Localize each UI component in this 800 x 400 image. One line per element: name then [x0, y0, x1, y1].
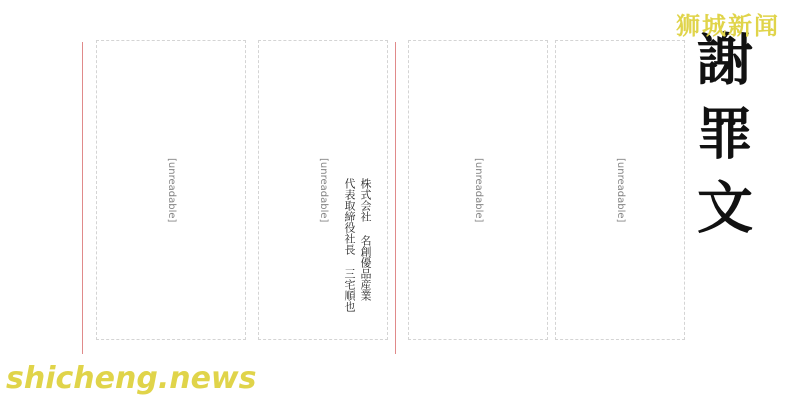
- body-paragraph-text: [unreadable]: [166, 157, 177, 223]
- body-paragraph: [408, 40, 548, 340]
- body-paragraph-text: [unreadable]: [473, 157, 484, 223]
- body-paragraph: [258, 40, 388, 340]
- signature-representative: 代表取締役社長 三宅順也: [343, 178, 356, 312]
- section-divider: [395, 42, 396, 354]
- body-paragraph: [555, 40, 685, 340]
- section-divider: [82, 42, 83, 354]
- watermark-bottom: shicheng.news: [6, 361, 257, 396]
- document-title: 謝罪文: [688, 30, 753, 252]
- body-paragraph-text: [unreadable]: [318, 157, 329, 223]
- body-paragraph: [96, 40, 246, 340]
- body-paragraph-text: [unreadable]: [615, 157, 626, 223]
- signature-company: 株式会社 名創優品産業: [359, 178, 372, 301]
- watermark-top: 狮城新闻: [676, 12, 780, 40]
